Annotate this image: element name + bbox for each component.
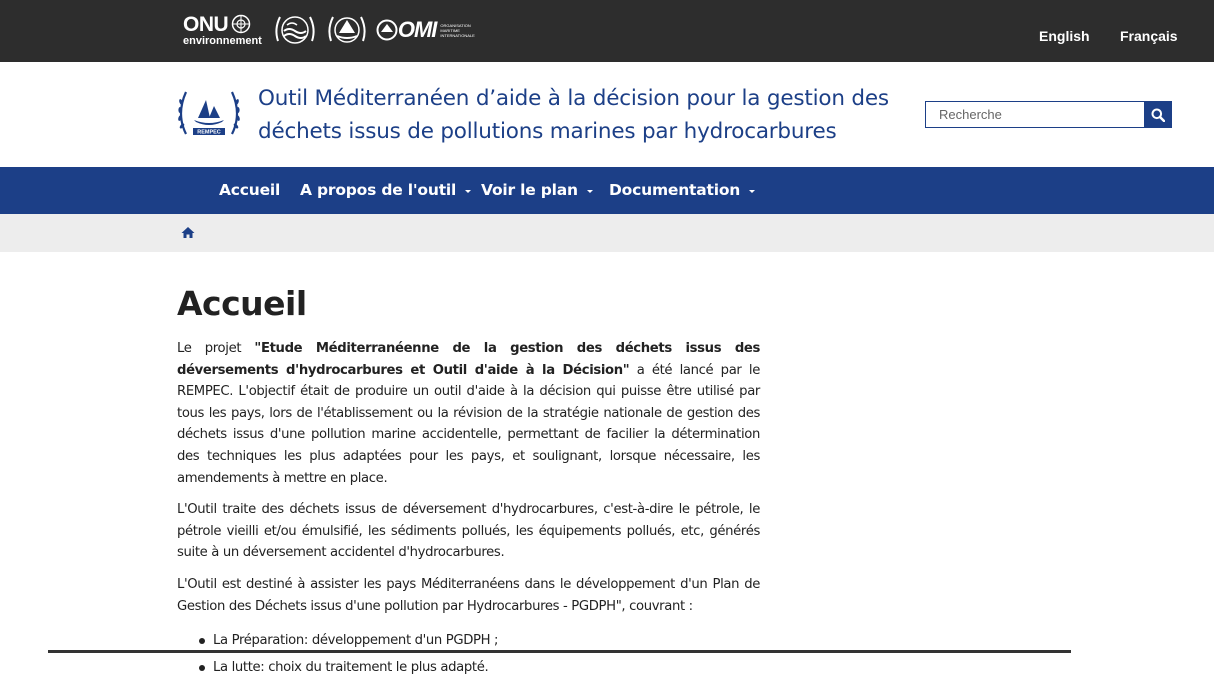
chevron-down-icon — [587, 190, 593, 193]
partner-logos — [183, 10, 475, 50]
onu-environnement-logo[interactable] — [183, 14, 262, 47]
nav-item-documentation[interactable]: Documentation — [609, 181, 755, 199]
intro-paragraph: Le projet "Etude Méditerranéenne de la gestion des déchets issus des déversements d'hydrocarbures et Outil d'aide à la Décision" a été lancé par le REMPEC. L'objectif était de produire un outil d'aide à la décision qui puisse être utilisé par tous les pays, lors de l'établissement ou la révision de la stratégie nationale de gestion des déchets issus d'une pollution marine accidentelle, permettant de facilier la détermination des techniques les plus adaptées pour les pays, et soulignant, lorsque nécessaire, les amendements à mettre en place. — [177, 341, 761, 486]
main-content — [177, 252, 760, 684]
omi-emblem-icon — [376, 19, 398, 41]
home-icon[interactable] — [181, 226, 195, 239]
chevron-down-icon — [465, 190, 471, 193]
language-english-link[interactable]: English — [1039, 28, 1090, 44]
list-item: La Préparation: développement d'un PGDPH ; — [199, 630, 760, 651]
onu-label: ONU — [183, 12, 229, 36]
rempec-emblem-icon[interactable] — [326, 11, 368, 49]
svg-text:REMPEC: REMPEC — [197, 129, 221, 136]
nav-item-voir-le-plan[interactable]: Voir le plan — [481, 181, 593, 199]
site-header — [0, 62, 1214, 167]
page-title: Accueil — [177, 284, 307, 323]
purpose-paragraph: L'Outil est destiné à assister les pays Méditerranéens dans le développement d'un Plan de Gestion des Déchets issus d'une pollution par Hydrocarbures - PGDPH", couvrant : — [177, 576, 760, 614]
breadcrumb — [0, 214, 1214, 252]
site-title[interactable]: Outil Méditerranéen d’aide à la décision pour la gestion des déchets issus de pollutions marines par hydrocarbures — [258, 86, 889, 144]
language-french-link[interactable]: Français — [1120, 28, 1178, 44]
search-button[interactable] — [1144, 102, 1171, 127]
rempec-logo[interactable] — [176, 86, 242, 142]
pam-emblem-icon[interactable] — [272, 11, 318, 49]
top-bar — [0, 0, 1214, 62]
omi-subtitle: ORGANISATION MARITIME INTERNATIONALE — [440, 22, 475, 38]
nav-item-accueil[interactable]: Accueil — [219, 181, 281, 199]
omi-logo[interactable] — [376, 17, 475, 43]
main-nav — [0, 167, 1214, 214]
omi-wordmark: OMI — [397, 17, 437, 42]
search-input[interactable] — [926, 102, 1144, 127]
search-icon — [1151, 108, 1165, 122]
nav-item-a-propos[interactable]: A propos de l'outil — [300, 181, 471, 199]
un-emblem-icon — [231, 14, 251, 34]
onu-sub-label: environnement — [183, 34, 262, 47]
coverage-list — [199, 630, 760, 678]
scope-paragraph: L'Outil traite des déchets issus de déversement d'hydrocarbures, c'est-à-dire le pétrole, le pétrole vieilli et/ou émulsifié, les sédiments pollués, les équipements pollués, etc, générés suite à un déversement accidentel d'hydrocarbures. — [177, 502, 760, 561]
chevron-down-icon — [749, 190, 755, 193]
list-item: La lutte: choix du traitement le plus adapté. — [199, 657, 760, 678]
search-box — [925, 101, 1172, 128]
